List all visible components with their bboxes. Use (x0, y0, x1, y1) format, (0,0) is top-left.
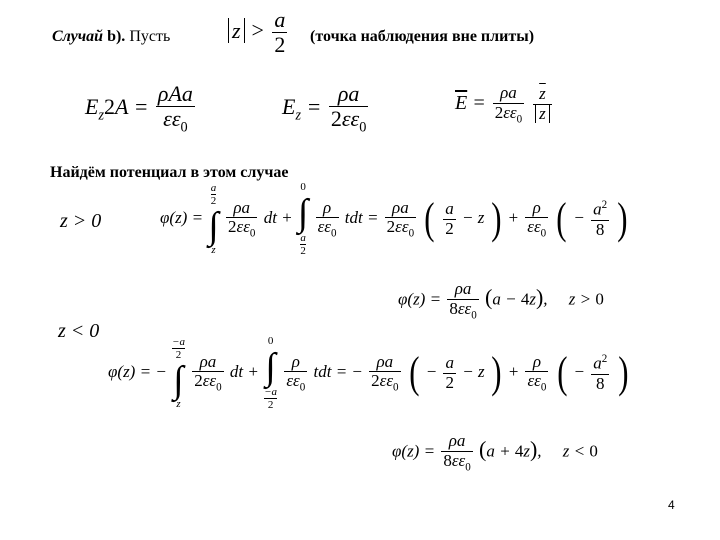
section-heading: Найдём потенциал в этом случае (50, 164, 289, 181)
case-word: Пусть (129, 28, 171, 45)
page-number: 4 (668, 498, 675, 512)
potential-positive-result: φ(z) = $\frac{\rho a}{8\varepsilon\varepsilon_0}$ (a − 4z), z > 0 (398, 279, 604, 322)
condition-z-negative: z < 0 (58, 320, 100, 342)
case-letter: b). (107, 28, 126, 45)
field-z-formula: $E_z$ = $\frac{\rho a}{2\varepsilon\varepsilon_0}$ (282, 81, 367, 136)
case-label: Случай (52, 28, 104, 45)
potential-negative-integral: φ(z) = − −a 2 ∫ z $\frac{\rho a}{2\varepsilon\varepsilon_0}$ dt + 0 ∫ −a 2 $\frac{\rho}{\varepsilon\varepsilon_0}$ tdt = − $\frac{\rho a}{2\varepsilon\varepsilon_0}$ ( − $\frac{a}{2}$ − z ) + $\frac{\rho}{\varepsilon\varepsilon_0}$ ( − $\frac{a^2}{8}$ ) (108, 335, 629, 411)
potential-negative-result: φ(z) = $\frac{\rho a}{8\varepsilon\varepsilon_0}$ (a + 4z), z < 0 (392, 431, 598, 474)
field-vector-formula: $\overline{E}$ = $\frac{\rho a}{2\varepsilon\varepsilon_0}$ $\frac{\overline{z}}{z}$ (455, 84, 554, 125)
condition-z-positive: z > 0 (60, 210, 102, 232)
gauss-formula: $E_z2A$ = ρAa $\varepsilon\varepsilon_0$ (85, 81, 193, 136)
condition-formula: z > $\frac{a}{2}$ (228, 8, 289, 57)
potential-positive-integral: φ(z) = a 2 ∫ z $\frac{\rho a}{2\varepsilon\varepsilon_0}$ dt + 0 ∫ a 2 $\frac{\rho}{\varepsilon\varepsilon_0}$ tdt = $\frac{\rho a}{2\varepsilon\varepsilon_0}$ ( $\frac{a}{2}$ − z ) + $\frac{\rho}{\varepsilon\varepsilon_0}$ ( − $\frac{a^2}{8}$ ) (160, 181, 628, 257)
case-heading (52, 28, 170, 46)
condition-note: (точка наблюдения вне плиты) (310, 28, 535, 45)
